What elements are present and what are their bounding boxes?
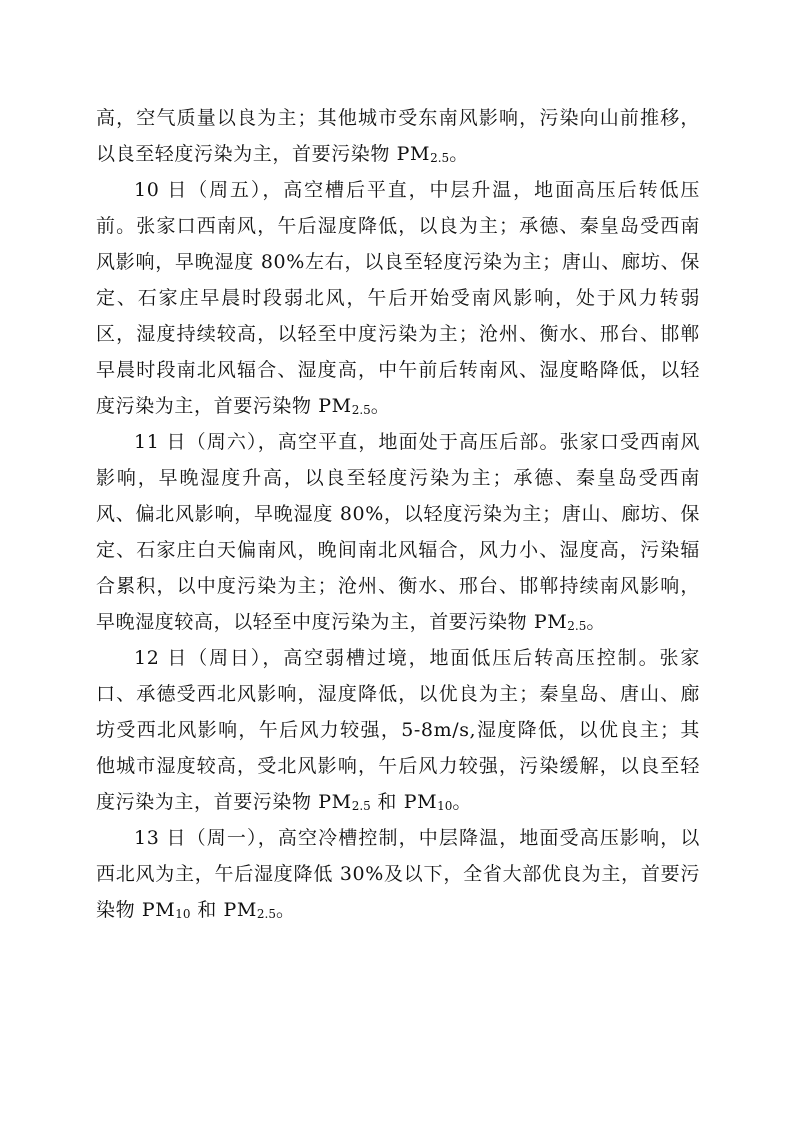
paragraph-text: 13 日（周一），高空冷槽控制，中层降温，地面受高压影响，以西北风为主，午后湿度降低 30%及以下，全省大部优良为主，首要污染物 bbox=[96, 827, 700, 921]
paragraph-day-12 bbox=[96, 640, 700, 820]
pollutant-subscript: 2.5 bbox=[351, 799, 371, 813]
paragraph-day-11 bbox=[96, 424, 700, 640]
pollutant-label: PM bbox=[396, 143, 431, 165]
paragraph-text: 10 日（周五），高空槽后平直，中层升温，地面高压后转低压前。张家口西南风，午后湿度降低，以良为主；承德、秦皇岛受西南风影响，早晚湿度 80%左右，以良至轻度污染为主；唐山、廊坊、保定、石家庄早晨时段弱北风，午后开始受南风影响，处于风力转弱区，湿度持续较高，以轻至中度污染为主；沧州、衡水、邢台、邯郸早晨时段南北风辐合、湿度高，中午前后转南风、湿度略降低，以轻度污染为主，首要污染物 bbox=[96, 179, 700, 417]
conjunction: 和 bbox=[370, 791, 404, 813]
paragraph-day-13 bbox=[96, 820, 700, 928]
paragraph-continuation bbox=[96, 100, 700, 172]
pollutant-label: PM bbox=[533, 611, 568, 633]
paragraph-end: 。 bbox=[449, 143, 469, 165]
paragraph-end: 。 bbox=[586, 611, 606, 633]
pollutant-subscript: 2.5 bbox=[351, 403, 371, 417]
paragraph-text: 12 日（周日），高空弱槽过境，地面低压后转高压控制。张家口、承德受西北风影响，湿度降低，以优良为主；秦皇岛、唐山、廊坊受西北风影响，午后风力较强，5-8m/s,湿度降低，以优良主；其他城市湿度较高，受北风影响，午后风力较强，污染缓解，以良至轻度污染为主，首要污染物 bbox=[96, 647, 700, 813]
pollutant-subscript-2: 2.5 bbox=[256, 907, 277, 921]
paragraph-text: 11 日（周六），高空平直，地面处于高压后部。张家口受西南风影响，早晚湿度升高，以良至轻度污染为主；承德、秦皇岛受西南风、偏北风影响，早晚湿度 80%，以轻度污染为主；唐山、廊坊、保定、石家庄白天偏南风，晚间南北风辐合，风力小、湿度高，污染辐合累积，以中度污染为主；沧州、衡水、邢台、邯郸持续南风影响，早晚湿度较高，以轻至中度污染为主，首要污染物 bbox=[96, 431, 700, 633]
pollutant-subscript: 10 bbox=[175, 907, 191, 921]
pollutant-subscript-2: 10 bbox=[437, 799, 453, 813]
paragraph-end: 。 bbox=[370, 395, 391, 417]
pollutant-label-2: PM bbox=[403, 791, 438, 813]
pollutant-label: PM bbox=[318, 791, 352, 813]
document-body bbox=[96, 100, 700, 928]
pollutant-subscript: 2.5 bbox=[567, 619, 587, 633]
pollutant-subscript: 2.5 bbox=[430, 151, 450, 165]
paragraph-end: 。 bbox=[452, 791, 473, 813]
conjunction: 和 bbox=[190, 899, 224, 921]
pollutant-label-2: PM bbox=[223, 899, 257, 921]
paragraph-day-10 bbox=[96, 172, 700, 424]
pollutant-label: PM bbox=[318, 395, 352, 417]
paragraph-end: 。 bbox=[276, 899, 296, 921]
pollutant-label: PM bbox=[141, 899, 176, 921]
paragraph-text: 高，空气质量以良为主；其他城市受东南风影响，污染向山前推移，以良至轻度污染为主，首要污染物 bbox=[96, 107, 700, 165]
